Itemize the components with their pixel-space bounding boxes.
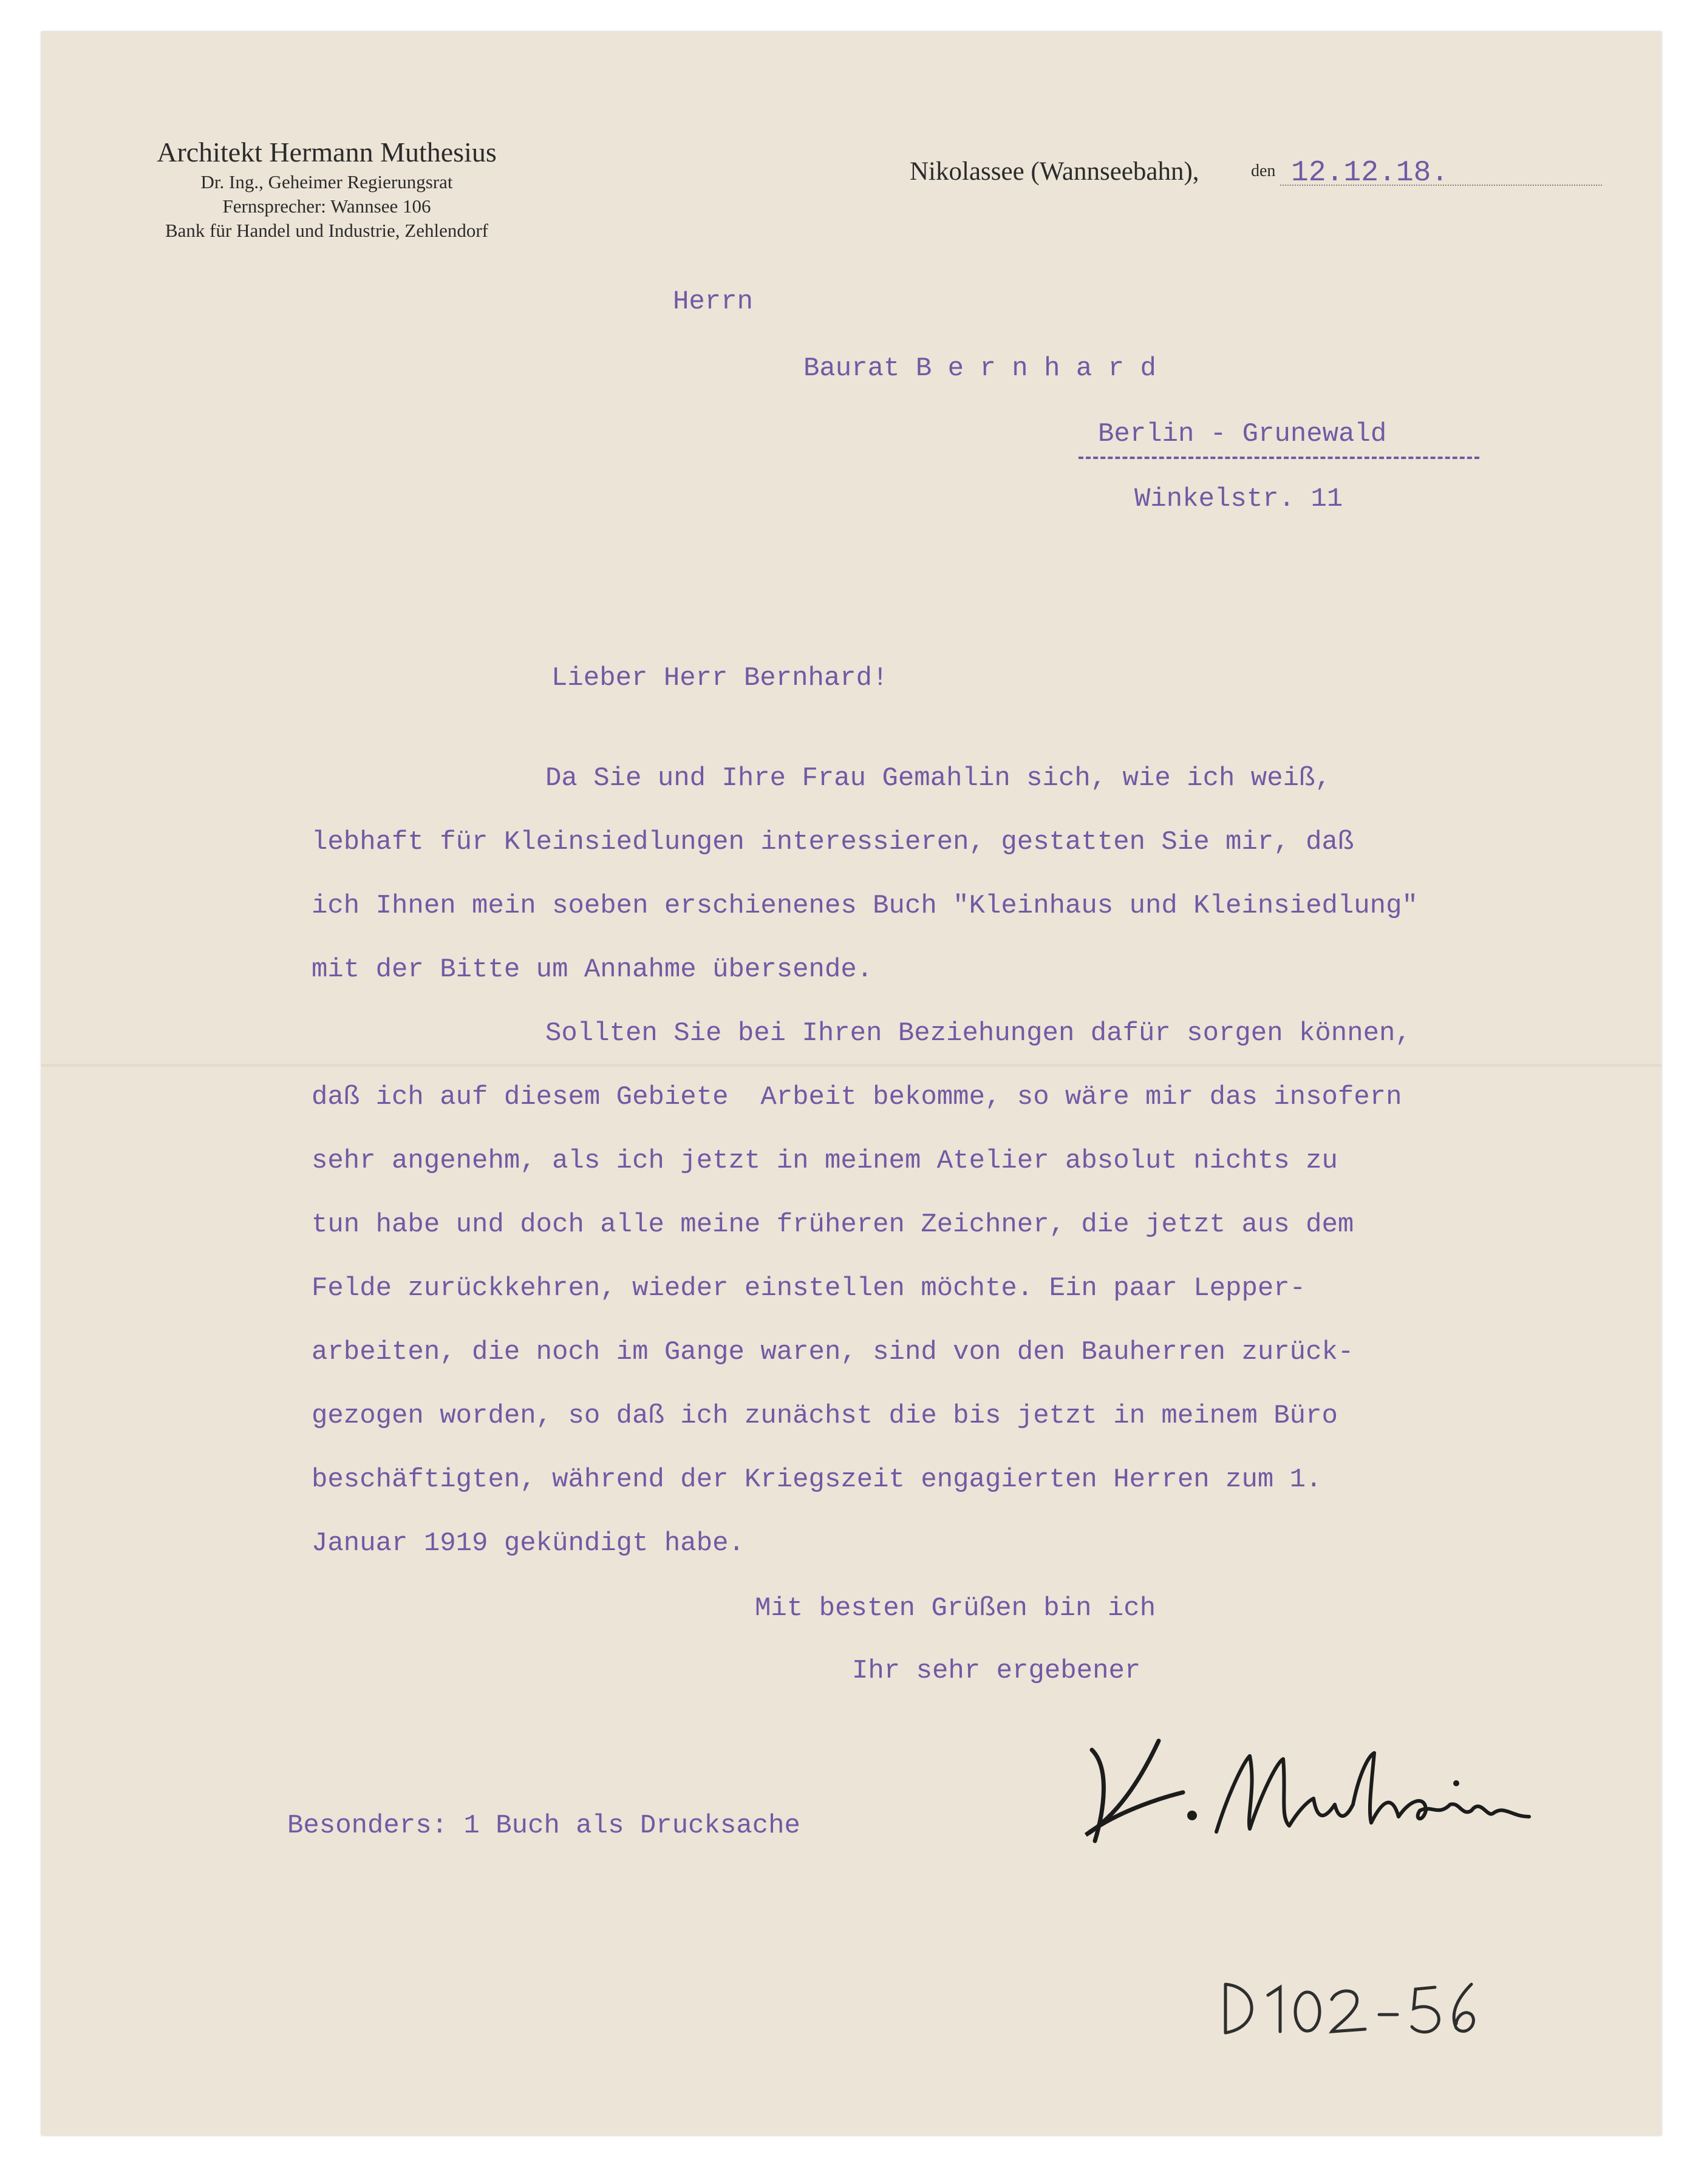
body-line-12: beschäftigten, während der Kriegszeit engagierten Herren zum 1. [312,1465,1322,1495]
body-line-10: arbeiten, die noch im Gange waren, sind von den Bauherren zurück- [312,1337,1354,1367]
body-line-1: Da Sie und Ihre Frau Gemahlin sich, wie ich weiß, [545,763,1331,794]
letterhead-phone: Fernsprecher: Wannsee 106 [222,196,431,217]
dateline-date: 12.12.18. [1291,157,1449,189]
closing-line-2: Ihr sehr ergebener [852,1656,1141,1686]
archive-mark [1216,1966,1490,2051]
dateline-place: Nikolassee (Wannseebahn), [910,157,1199,186]
enclosure-note: Besonders: 1 Buch als Drucksache [287,1811,800,1841]
handwritten-signature [1068,1726,1602,1865]
body-line-13: Januar 1919 gekündigt habe. [312,1528,745,1559]
letterhead-bank: Bank für Handel und Industrie, Zehlendorf [165,220,488,241]
body-line-2: lebhaft für Kleinsiedlungen interessieren, gestatten Sie mir, daß [312,827,1354,857]
letterhead-name: Architekt Hermann Muthesius [157,137,497,168]
letter-sheet [41,32,1661,2135]
address-city: Berlin - Grunewald [1098,419,1387,449]
body-line-8: tun habe und doch alle meine früheren Zeichner, die jetzt aus dem [312,1209,1354,1240]
letterhead [84,135,570,243]
address-underline [1079,457,1479,459]
body-line-3: ich Ihnen mein soeben erschienenes Buch "Kleinhaus und Kleinsiedlung" [312,891,1418,921]
body-line-9: Felde zurückkehren, wieder einstellen möchte. Ein paar Lepper- [312,1273,1306,1304]
body-line-4: mit der Bitte um Annahme übersende. [312,954,873,985]
dateline-den: den [1251,162,1276,180]
letterhead-title: Dr. Ing., Geheimer Regierungsrat [200,171,453,192]
body-line-7: sehr angenehm, als ich jetzt in meinem Atelier absolut nichts zu [312,1146,1338,1176]
body-line-5: Sollten Sie bei Ihren Beziehungen dafür sorgen können, [545,1018,1411,1049]
paper-fold [41,1064,1661,1067]
address-street: Winkelstr. 11 [1134,484,1343,514]
closing-line-1: Mit besten Grüßen bin ich [755,1593,1156,1624]
body-line-11: gezogen worden, so daß ich zunächst die bis jetzt in meinem Büro [312,1401,1338,1431]
address-herrn: Herrn [673,287,754,317]
letter-greeting: Lieber Herr Bernhard! [551,663,888,693]
body-line-6: daß ich auf diesem Gebiete Arbeit bekomme, so wäre mir das insofern [312,1082,1402,1112]
address-name: Baurat B e r n h a r d [803,353,1156,384]
